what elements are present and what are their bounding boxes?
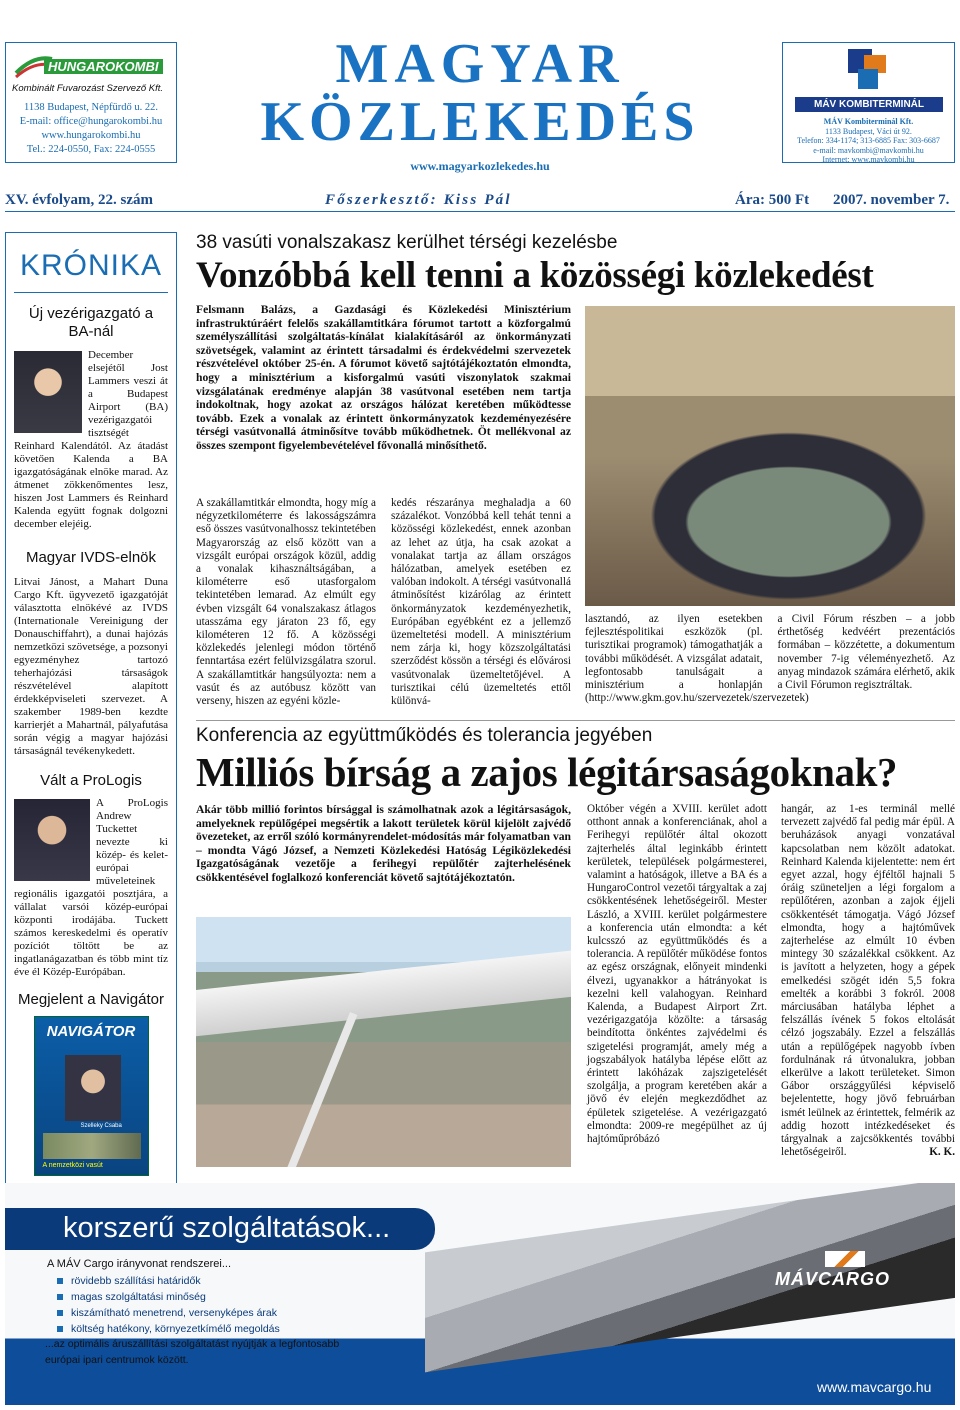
hungarokombi-tagline: Kombinált Fuvarozást Szervező Kft. [12,83,164,94]
mavcargo-headline: korszerű szolgáltatások... [5,1208,435,1250]
issue-date: 2007. november 7. [833,192,950,208]
article2-signature: K. K. [929,1146,955,1159]
article1-lead: Felsmann Balázs, a Gazdasági és Közlekedési Minisztérium infrastruktúráért felelős szakállamtitkára fórumot tartott a közforgalmú személyszállítási szolgáltatás-kínálat kialakításáról az önkormányzati szövetségek, valamint az érintett társadalmi és érdekvédelmi szervezetek részvételével október 25-én. A fórumot követő sajtótájékoztatón elmondta, hogy a minisztérium a kisforgalmú vasúti viszonylatok szakmai vizsgálatának eredménye alapján 38 vasútvonal esetében nem tartja indokoltnak, hogy azokat az országos hálózat keretében működtesse tovább. Ezek a vonalak az érintett önkormányzatok kezdeményezésére térségi vasútvonallá átminősítve tovább működhetnek. Öt mellékvonal az összes szempont figyelembevételével fővonallá minősíthető. [196,303,571,452]
mavcargo-logo-text: MÁVCARGO [775,1269,890,1289]
kronika-item-3: A ProLogis Andrew Tuckettet nevezte ki közép- és kelet-európai műveleteinek regionális igazgatói posztjára, a vállalat varsói közép-európai központi irodájába. Tuckett számos kereskedelmi és operatív pozíciót töltött be az ingatlanágazatban és több mint tíz éve él Közép-Európában. [14,797,168,978]
article1-col2: kedés részaránya meghaladja a 60 százalékot. Vonzóbbá kell tehát tenni a közösségi közlekedést, ennek azonban az lehet az útja, ha csak azokat a vonalakat tartja az állam országos hálózatban, amelyek esetében ez valóban indokolt. A térségi vasútvonallá átminősítést kizárólag az érintett önkormányzatok kezdeményezhetik, Európában egyébként ez a jellemző üzemeltetési modell. A minisztérium nem zárja ki, hogy közszolgáltatási szerződést kössön a térségi és elővárosi vasútvonalak üzemeltetőjével. A turisztikai célú üzemeltetés ettől különvá- [391,497,571,708]
masthead-url[interactable]: www.magyarkozlekedes.hu [410,159,550,173]
kronika-heading-1: Új vezérigazgató a BA-nál [28,305,154,340]
mavkombi-contact: MÁV Kombiterminál Kft. 1133 Budapest, Váci út 92. Telefon: 334-1174; 313-6885 Fax: 303-6687 e-mail: mavkombi@mavkombi.hu Internet: www.mavkombi.hu [797,117,940,164]
article1-col1: A szakállamtitkár elmondta, hogy míg a négyzetkilométerre és lakosságszámra eső összes vasútvonalhossz tekintetében Magyarország az első között van a vizsgált európai országok közül, addig a vonalak kihasználtságában, a kilométerre eső utasforgalom tekintetében lemarad. Az elmúlt egy évben vizsgált 64 vonalszakasz átlagos utasszáma egy járaton 23 fő, egy kilométeren 12 fő. A közösségi közlekedés jelenlegi módon történő fenntartása ezért felülvizsgálatra szorul. A szakállamtitkár hangsúlyozta: nem a vasút és az autóbusz között van verseny, hiszen az egyéni közle- [196,497,376,708]
article1-kicker: 38 vasúti vonalszakasz kerülhet térségi kezelésbe [196,232,618,253]
article2-col2: hangár, az 1-es terminál mellé tervezett zajvédő fal pedig már épül. A beruházások anyagi vonzatával kapcsolatban nem közölt adatokat. Reinhard Kalenda kijelentette: nem ért egyet azzal, hogy éjféltől hajnali 5 óráig szüneteljen a légi forgalom a repülőtéren, azonban a zajok éjjeli csökkentését támogatja. Vágó József elmondta, hogy a hajtóművek zajterhelése az elmúlt 10 évben mintegy 30 százalékkal csökkent. Az is javított a helyzeten, hogy a gépek emelkedési szögét idén 5,5 fokra emelték a korábbi 3 fokról. 2008 márciusában hatályba léphet a felszállás ívének 5 fokos eltolását célzó jogszabály. Ezzel a felszállás után a repülőgépek nagyobb ívben fordulnának rá útvonalukra, jobban elkerülve a lakott területeket. Simon Gábor országgyűlési képviselő bejelentette, hogy jövő februárban ismét leülnek az érintettek, felmérik az addig hozott intézkedéseket és tárgyalnak a zajcsökkentés további lehetőségeiről. [781,803,955,1159]
airplane-strut [283,1012,358,1167]
navigator-cover-image [43,1133,141,1159]
issue-bar [5,188,955,212]
navigator-cover-photo [65,1055,121,1121]
mavcargo-bullet: rövidebb szállítási határidők [57,1273,280,1289]
mavcargo-intro: A MÁV Cargo irányvonat rendszerei... [47,1258,232,1270]
navigator-cover-name: Szelleky Csaba [80,1123,122,1129]
mavcargo-outro-1: ...az optimális áruszállítási szolgáltatást nyújtják a legfontosabb [45,1338,340,1350]
kronika-heading-4: Megjelent a Navigátor [18,991,164,1008]
mavkombi-ad [782,42,955,163]
navigator-cover [34,1016,149,1176]
kronika-item-1: December elsejétől Jost Lammers veszi át a Budapest Airport (BA) vezérigazgatói tisztségét Reinhard Kalendától. Az átadást követően Kalenda a BA igazgatóságának elnöke marad. Az átmenet zökkenőmentes lesz, hiszen Jost Lammers és Reinhard Kalenda együtt fognak dolgozni december elejéig. [14,349,168,530]
meeting-photo [585,306,955,606]
article-divider [196,720,955,721]
mavkombi-logo-text: MÁV KOMBITERMINÁL [795,97,943,112]
hungarokombi-logo [14,53,164,79]
navigator-cover-caption: A nemzetközi vasút [42,1162,103,1169]
article1-title: Vonzóbbá kell tenni a közösségi közlekedést [196,255,874,296]
editor-in-chief: Főszerkesztő: Kiss Pál [325,192,512,208]
masthead-line1: MAGYAR [335,33,625,95]
hungarokombi-ad [5,42,177,163]
article2-kicker: Konferencia az együttműködés és tolerancia jegyében [196,725,653,746]
mavcargo-ad [5,1183,955,1405]
article2-col2-wrap [781,803,955,1160]
kronika-title: KRÓNIKA [14,249,168,293]
article2-lead: Akár több millió forintos bírsággal is számolhatnak azok a légitársaságok, amelyeknek repülőgépei megsértik a lakott területek körül kijelölt zajvédő övezeteket, az erről szóló kormányrendelet-módosítás már folyamatban van – mondta Vágó József, a Nemzeti Közlekedési Hatóság Légiközlekedési Igazgatóságának vezetője a ferihegyi repülőtér zajterhelésének csökkentésével foglalkozó konferenciát követő sajtótájékoztatón. [196,803,571,884]
airplane-wing [196,942,571,1038]
mavcargo-bullet: költség hatékony, környezetkímélő megoldás [57,1321,280,1337]
article2-title: Milliós bírság a zajos légitársaságoknak? [196,749,898,795]
mavcargo-bullets [57,1273,280,1337]
article2-col1: Október végén a XVIII. kerület adott otthont annak a konferenciának, ahol a Ferihegyi repülőtér által okozott zajterhelés által leginkább érintett kerületek, települések polgármesterei, valamint a hatóságok, illetve a BA és a HungaroControl vezetői tárgyaltak a zaj csökkentésének lehetőségeiről. Mester László, a XVIII. kerület polgármestere a konferencia után elmondta: a két kulcsszó az együttműködés és a tolerancia. A repülőtér működése fontos az egész országnak, előnyeit mindenki élvezi, ugyanakkor a hátrányokat is kezelni kell valahogyan. Reinhard Kalenda, a Budapest Airport Zrt. vezérigazgatója közölte: a társaság beindította önkéntes zajvédelmi és szigetelési programját, amely még a jogszabályok hatályba lépése előtt az érintett lakóházak zajszigetelését szolgálja, a program keretében akár a jövő év elején megkezdődhet az épületek szigetelése. A vezérigazgató elmondta: 2009-re megépülhet az új hajtóműpróbázó [587,803,767,1146]
article1-col3: lasztandó, az ilyen esetekben fejlesztéspolitikai eszközök (pl. turisztikai programok) támogathatják a további működését. A vizsgálat adatait, legfontosabb tanulságait a minisztérium a honlapján (http://www.gkm.gov.hu/szervezetek/szervezetek) a Civil Fórum részben – a jobb érthetőség kedvéért prezentációs formában – közzétette, a dokumentum november 7-ig véleményezhető. Az anyag mindazok számára elérhető, akik a Civil Fórumon regisztráltak. [585,613,955,705]
navigator-cover-title: NAVIGÁTOR [46,1023,136,1040]
masthead-line2: KÖZLEKEDÉS [260,91,700,153]
mavcargo-bullet: kiszámítható menetrend, versenyképes árak [57,1305,280,1321]
mavcargo-logo-mark-icon [825,1251,865,1267]
jost-lammers-photo [14,351,82,433]
mavcargo-bullet: magas szolgáltatási minőség [57,1289,280,1305]
hungarokombi-contact: 1138 Budapest, Népfürdő u. 22. E-mail: office@hungarokombi.hu www.hungarokombi.hu Tel.: 224-0550, Fax: 224-0555 [19,102,163,155]
kronika-item-2: Litvai Jánost, a Mahart Duna Cargo Kft. ügyvezető igazgatóját választotta elnökévé az IVDS (Internationale Vereinigung der Donauschiffahrt), a dunai hajózás nemzetközi szövetsége, a pozsonyi egyezményhez tartozó teherhajózási társaságok részvételével alapított érdekképviseleti szervezet. A szakember 1989-ben kezdte karrierjét a Mahartnál, pályafutása során végig a magyar hajózási társaságnál tevékenykedett. [14,576,168,757]
andrew-tuckett-photo [14,799,90,881]
mavcargo-logo [775,1251,925,1291]
airplane-photo [196,917,571,1167]
mavkombi-emblem-icon [838,49,898,91]
kronika-heading-3: Vált a ProLogis [40,772,142,789]
mavcargo-url[interactable]: www.mavcargo.hu [817,1379,932,1395]
issue-number: XV. évfolyam, 22. szám [5,192,154,208]
hungarokombi-logo-text: HUNGAROKOMBI [44,59,163,74]
mavcargo-outro-2: európai ipari centrumok között. [45,1354,189,1366]
kronika-heading-2: Magyar IVDS-elnök [25,549,157,566]
price: Ára: 500 Ft [735,192,810,208]
masthead [185,35,775,185]
